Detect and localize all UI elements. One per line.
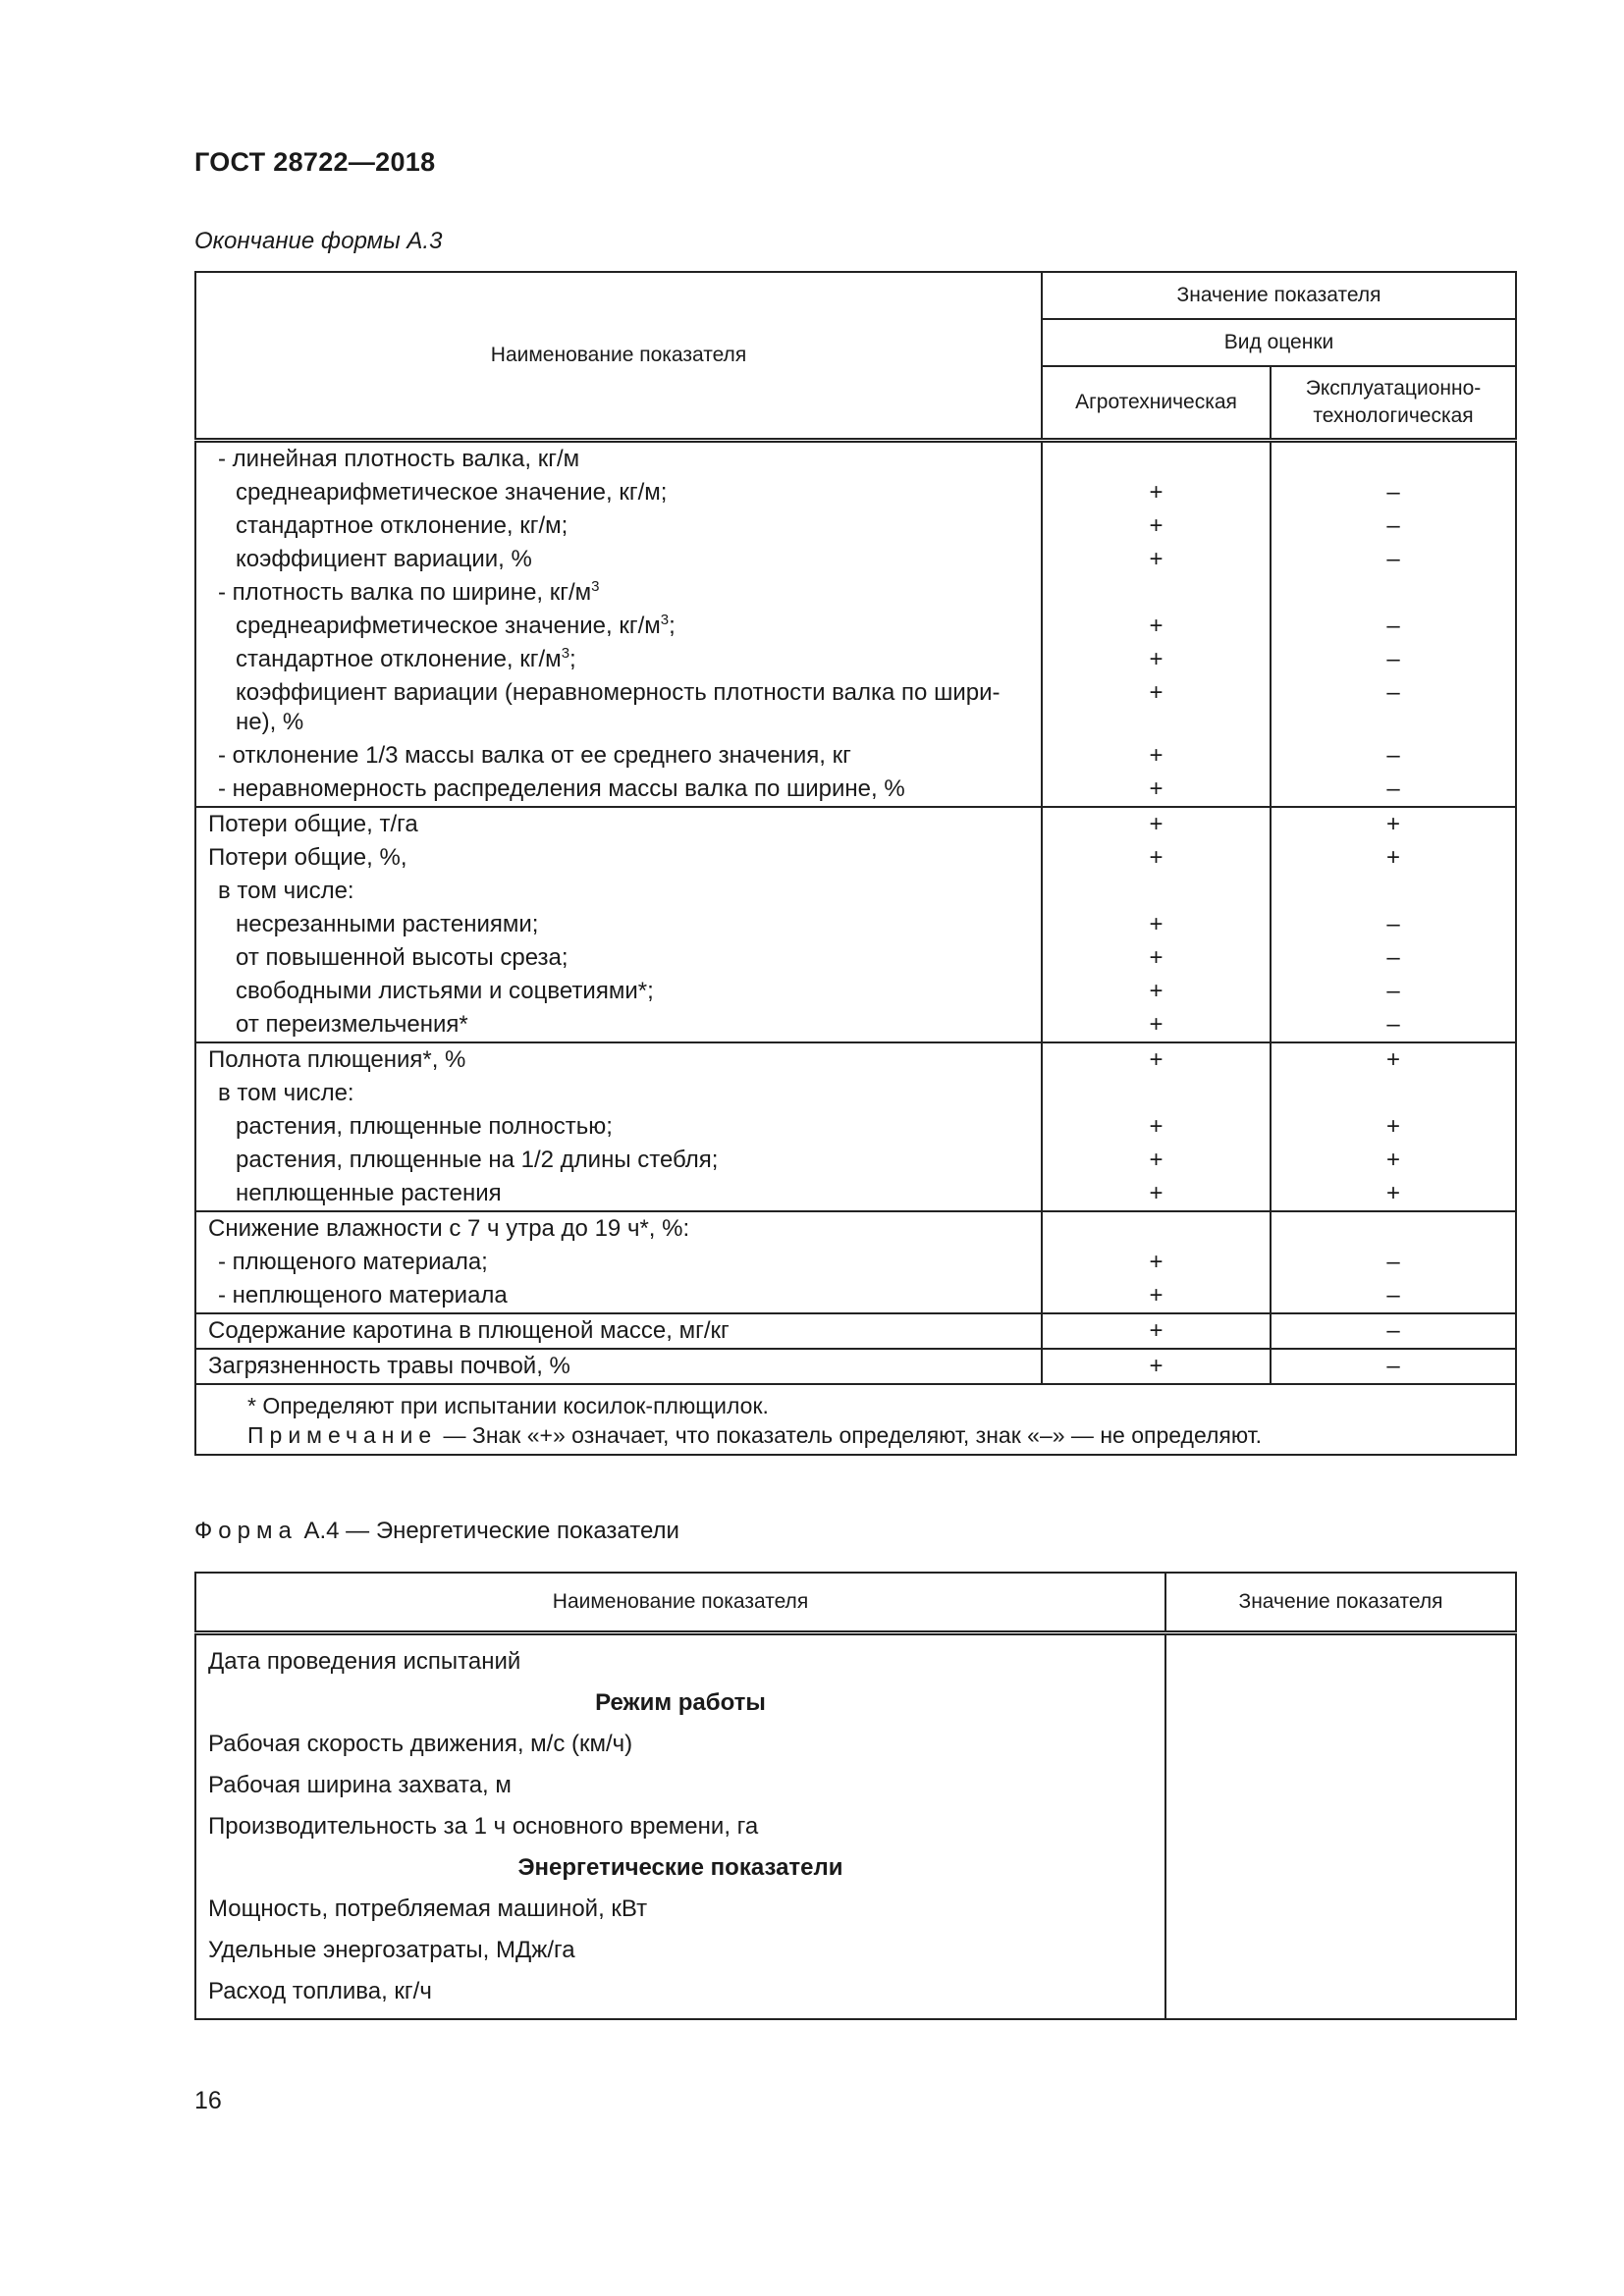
header-expl-line1: Эксплуатационно- xyxy=(1305,377,1482,400)
agro-mark: + xyxy=(1149,1147,1164,1173)
indicator-name-text: стандартное отклонение, кг/м xyxy=(236,646,562,672)
indicator-name-text: в том числе: xyxy=(218,878,354,904)
indicator-name xyxy=(208,476,1031,509)
indicator-name-text: растения, плющенные полностью; xyxy=(236,1113,613,1140)
indicator-name-text: Содержание каротина в плющеной массе, мг/кг xyxy=(208,1317,730,1344)
table-block xyxy=(195,807,1516,1042)
agro-mark: + xyxy=(1149,775,1164,802)
expl-mark: – xyxy=(1386,1282,1400,1308)
agro-mark xyxy=(1043,1077,1270,1110)
expl-mark: + xyxy=(1386,1046,1401,1073)
indicator-name-text: - линейная плотность валка, кг/м xyxy=(218,446,580,472)
header-name-column: Наименование показателя xyxy=(195,1573,1165,1633)
indicator-name-text: - отклонение 1/3 массы валка от ее среднего значения, кг xyxy=(218,742,851,769)
expl-mark: – xyxy=(1386,775,1400,802)
indicator-name-text: коэффициент вариации (неравномерность плотности валка по шири-не), % xyxy=(236,679,1001,735)
indicator-name xyxy=(208,1144,1031,1177)
agro-mark: + xyxy=(1149,546,1164,572)
header-expl-line2: технологическая xyxy=(1313,404,1474,427)
indicator-name-text: от переизмельчения* xyxy=(236,1011,468,1038)
indicator-name-cell xyxy=(195,1211,1042,1313)
table-block xyxy=(195,441,1516,808)
agro-value-cell xyxy=(1042,807,1271,1042)
expl-mark xyxy=(1272,1212,1515,1246)
expl-mark: – xyxy=(1386,1249,1400,1275)
expl-mark: + xyxy=(1386,1180,1401,1206)
expl-value-cell xyxy=(1271,1042,1516,1211)
agro-mark: + xyxy=(1149,844,1164,871)
unit-superscript: 3 xyxy=(660,612,670,628)
form-title xyxy=(194,1518,679,1545)
agro-mark: + xyxy=(1149,1011,1164,1038)
indicator-name xyxy=(208,1246,1031,1279)
table-caption: Окончание формы А.3 xyxy=(194,228,443,254)
indicator-name-cell xyxy=(195,1042,1042,1211)
indicator-name-text: - плотность валка по ширине, кг/м xyxy=(218,579,592,606)
indicator-name xyxy=(208,808,1031,841)
indicator-name xyxy=(208,1043,1031,1077)
agro-mark: + xyxy=(1149,1113,1164,1140)
expl-mark xyxy=(1272,576,1515,610)
header-agro-column: Агротехническая xyxy=(1042,366,1271,441)
indicator-name xyxy=(208,1350,1031,1383)
indicator-name xyxy=(208,941,1031,975)
table-notes xyxy=(195,1384,1516,1455)
agro-mark: + xyxy=(1149,944,1164,971)
expl-mark: – xyxy=(1386,479,1400,506)
indicator-name xyxy=(208,1279,1031,1312)
header-assessment-type: Вид оценки xyxy=(1042,319,1516,366)
indicators-table xyxy=(194,271,1517,1456)
header-name-column: Наименование показателя xyxy=(195,272,1042,441)
agro-mark xyxy=(1043,576,1270,610)
indicator-name xyxy=(208,875,1031,908)
indicator-row: Производительность за 1 ч основного времени, га xyxy=(208,1813,759,1840)
indicator-name-text: - неплющеного материала xyxy=(218,1282,508,1308)
header-value-column: Значение показателя xyxy=(1165,1573,1516,1633)
expl-value-cell xyxy=(1271,1211,1516,1313)
unit-superscript: 3 xyxy=(561,645,570,662)
agro-mark xyxy=(1043,443,1270,476)
agro-mark: + xyxy=(1149,1249,1164,1275)
expl-value-cell xyxy=(1271,441,1516,808)
agro-mark: + xyxy=(1149,1282,1164,1308)
page-number: 16 xyxy=(194,2087,222,2114)
expl-mark: – xyxy=(1386,944,1400,971)
agro-mark: + xyxy=(1149,613,1164,639)
agro-mark: + xyxy=(1149,479,1164,506)
expl-mark: + xyxy=(1386,811,1401,837)
indicator-name xyxy=(208,543,1031,576)
header-value-group: Значение показателя xyxy=(1042,272,1516,319)
agro-mark: + xyxy=(1149,911,1164,937)
indicator-name xyxy=(208,643,1031,676)
indicator-name xyxy=(208,1177,1031,1210)
section-heading: Режим работы xyxy=(595,1689,766,1716)
table-block xyxy=(195,1349,1516,1384)
section-heading: Энергетические показатели xyxy=(517,1854,843,1881)
indicator-name-cell xyxy=(195,1313,1042,1349)
agro-value-cell xyxy=(1042,1042,1271,1211)
agro-mark: + xyxy=(1149,679,1164,706)
indicator-name-text: - неравномерность распределения массы валка по ширине, % xyxy=(218,775,905,802)
expl-mark: – xyxy=(1386,646,1400,672)
indicator-name-text: коэффициент вариации, % xyxy=(236,546,532,572)
indicator-row: Расход топлива, кг/ч xyxy=(208,1978,432,2004)
footnote: * Определяют при испытании косилок-плющилок. xyxy=(247,1393,769,1418)
indicator-name xyxy=(208,576,1031,610)
indicator-name-text: среднеарифметическое значение, кг/м; xyxy=(236,479,668,506)
indicator-name-text: растения, плющенные на 1/2 длины стебля; xyxy=(236,1147,719,1173)
agro-value-cell xyxy=(1042,1349,1271,1384)
indicator-values-cell xyxy=(1165,1633,1516,2020)
indicator-name xyxy=(208,610,1031,643)
expl-mark xyxy=(1272,875,1515,908)
agro-mark: + xyxy=(1149,1317,1164,1344)
indicator-row: Дата проведения испытаний xyxy=(208,1648,521,1675)
table-block xyxy=(195,1211,1516,1313)
indicator-name xyxy=(208,1212,1031,1246)
agro-mark xyxy=(1043,1212,1270,1246)
table-block xyxy=(195,1042,1516,1211)
agro-mark: + xyxy=(1149,978,1164,1004)
expl-mark: – xyxy=(1386,512,1400,539)
agro-mark: + xyxy=(1149,1046,1164,1073)
indicator-name-text: стандартное отклонение, кг/м; xyxy=(236,512,568,539)
agro-mark: + xyxy=(1149,811,1164,837)
expl-mark xyxy=(1272,443,1515,476)
agro-value-cell xyxy=(1042,1313,1271,1349)
form-title-word: Форма xyxy=(194,1518,298,1544)
indicator-name-text: Потери общие, %, xyxy=(208,844,407,871)
expl-mark: – xyxy=(1386,613,1400,639)
indicator-name-text: от повышенной высоты среза; xyxy=(236,944,568,971)
expl-mark: – xyxy=(1386,679,1400,706)
expl-mark: – xyxy=(1386,978,1400,1004)
expl-mark: – xyxy=(1386,1317,1400,1344)
indicator-name-cell xyxy=(195,441,1042,808)
indicator-name-cell xyxy=(195,1349,1042,1384)
indicator-name-tail: ; xyxy=(569,646,576,672)
table-block xyxy=(195,1313,1516,1349)
indicator-name-text: среднеарифметическое значение, кг/м xyxy=(236,613,661,639)
indicator-name-text: Снижение влажности с 7 ч утра до 19 ч*, %: xyxy=(208,1215,690,1242)
expl-mark: – xyxy=(1386,546,1400,572)
expl-mark: – xyxy=(1386,911,1400,937)
indicator-row: Мощность, потребляемая машиной, кВт xyxy=(208,1896,648,1922)
agro-mark: + xyxy=(1149,646,1164,672)
indicator-name-text: в том числе: xyxy=(218,1080,354,1106)
expl-mark xyxy=(1272,1077,1515,1110)
indicator-name-cell xyxy=(195,807,1042,1042)
indicator-name xyxy=(208,1110,1031,1144)
note-text: — Знак «+» означает, что показатель определяют, знак «–» — не определяют. xyxy=(437,1422,1262,1448)
indicator-row: Рабочая скорость движения, м/с (км/ч) xyxy=(208,1731,633,1757)
indicator-name xyxy=(208,739,1031,773)
indicator-names-cell xyxy=(195,1633,1165,2020)
indicator-name xyxy=(208,841,1031,875)
agro-value-cell xyxy=(1042,1211,1271,1313)
indicator-name xyxy=(208,773,1031,806)
indicator-name xyxy=(208,1077,1031,1110)
indicator-name xyxy=(208,1008,1031,1041)
note xyxy=(196,1420,1515,1450)
indicator-name-text: Загрязненность травы почвой, % xyxy=(208,1353,570,1379)
unit-superscript: 3 xyxy=(591,578,600,595)
indicator-name-text: неплющенные растения xyxy=(236,1180,502,1206)
indicator-name xyxy=(208,1314,1031,1348)
indicator-name xyxy=(208,509,1031,543)
indicator-name xyxy=(208,443,1031,476)
indicator-name-text: несрезанными растениями; xyxy=(236,911,539,937)
expl-mark: – xyxy=(1386,1011,1400,1038)
indicator-name xyxy=(208,676,1031,739)
agro-mark: + xyxy=(1149,1180,1164,1206)
note-label: Примечание xyxy=(247,1422,438,1448)
expl-mark: + xyxy=(1386,1113,1401,1140)
indicator-row: Рабочая ширина захвата, м xyxy=(208,1772,512,1798)
indicator-name-text: Потери общие, т/га xyxy=(208,811,418,837)
indicator-name-text: свободными листьями и соцветиями*; xyxy=(236,978,654,1004)
agro-value-cell xyxy=(1042,441,1271,808)
indicator-row: Удельные энергозатраты, МДж/га xyxy=(208,1937,575,1963)
expl-value-cell xyxy=(1271,807,1516,1042)
energy-indicators-table xyxy=(194,1572,1517,2020)
indicator-name-text: - плющеного материала; xyxy=(218,1249,488,1275)
agro-mark: + xyxy=(1149,1353,1164,1379)
expl-mark: – xyxy=(1386,1353,1400,1379)
expl-mark: + xyxy=(1386,844,1401,871)
agro-mark xyxy=(1043,875,1270,908)
agro-mark: + xyxy=(1149,512,1164,539)
indicator-name xyxy=(208,975,1031,1008)
indicator-name-tail: ; xyxy=(669,613,676,639)
document-code: ГОСТ 28722—2018 xyxy=(194,147,436,177)
expl-value-cell xyxy=(1271,1313,1516,1349)
header-expl-column xyxy=(1271,366,1516,441)
form-title-rest: А.4 — Энергетические показатели xyxy=(297,1518,679,1544)
agro-mark: + xyxy=(1149,742,1164,769)
expl-mark: + xyxy=(1386,1147,1401,1173)
expl-mark: – xyxy=(1386,742,1400,769)
indicator-name xyxy=(208,908,1031,941)
expl-value-cell xyxy=(1271,1349,1516,1384)
indicator-name-text: Полнота плющения*, % xyxy=(208,1046,466,1073)
